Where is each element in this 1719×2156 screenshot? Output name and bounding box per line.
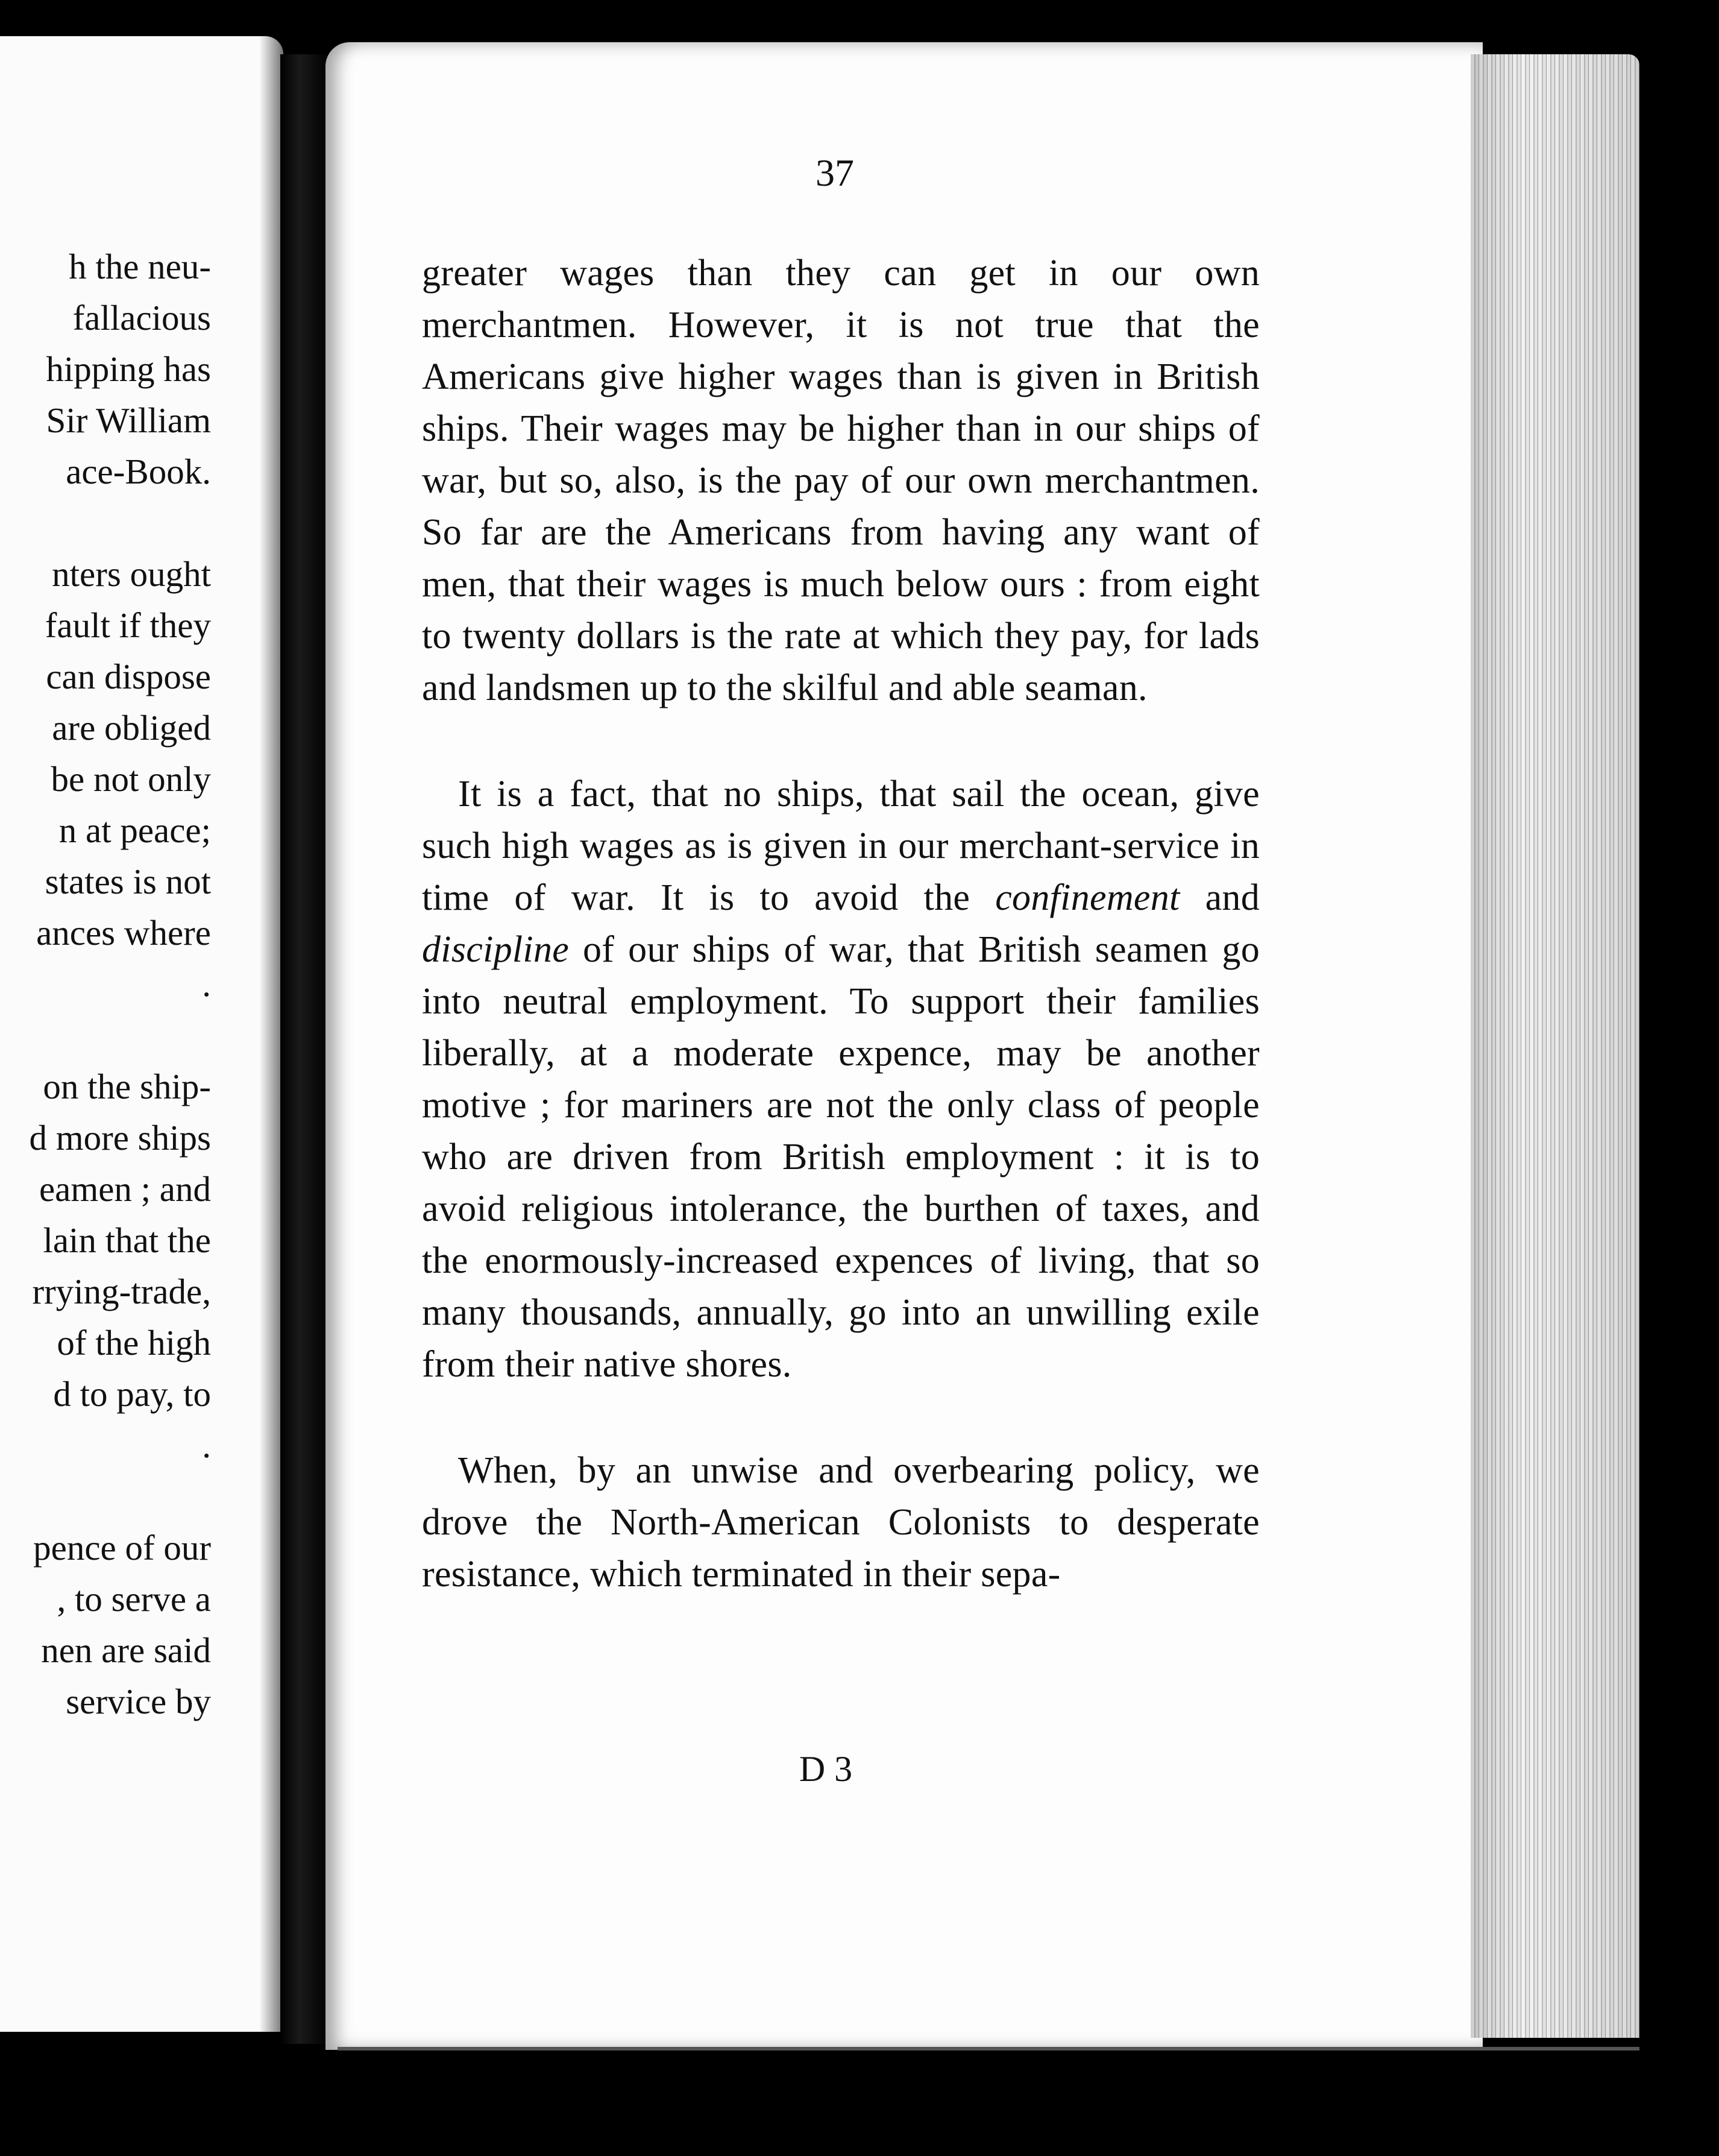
left-page-line: pence of our <box>33 1528 211 1568</box>
left-page-line: lain that the <box>43 1220 211 1260</box>
left-page-line: . <box>202 964 211 1004</box>
left-page-line: ace-Book. <box>66 452 211 491</box>
left-page <box>0 36 283 2032</box>
left-page-blank-line <box>0 1471 211 1522</box>
left-page-line: fault if they <box>45 605 211 645</box>
left-page-blank-line <box>0 497 211 549</box>
left-page-line: n at peace; <box>58 810 211 850</box>
left-page-text <box>0 241 211 1727</box>
signature-mark: D 3 <box>799 1749 853 1789</box>
page-number: 37 <box>816 151 854 194</box>
left-page-line: ances where <box>36 913 211 953</box>
left-page-line: states is not <box>45 862 211 901</box>
paragraph-2-start: It is a fact, that no ships, that sail the ocean, give such high wages as is given in our merchant-service in time of war. It is to avoid the <box>422 774 1260 918</box>
gutter-shadow <box>259 36 283 2032</box>
paragraph-2-end: of our ships of war, that British seamen go into neutral employment. To support their families liberally, at a moderate expence, may be another motive ; for mariners are not the only class of people who are driven from British employment : it is to avoid religious intolerance, the burthen of taxes, and the enormously-increased expences of living, that so many thousands, annually, go into an unwilling exile from their native shores. <box>422 929 1260 1385</box>
left-page-line: Sir William <box>46 400 211 440</box>
book-spine <box>280 54 328 2044</box>
left-page-line: are obliged <box>52 708 211 748</box>
paragraph-1: greater wages than they can get in our own merchantmen. However, it is not true that the Americans give higher wages than is given in British ships. Their wages may be higher than in our ships of war, but so, also, is the pay of our own merchantmen. So far are the Americans from having any want of men, that their wages is much below ours : from eight to twenty dollars is the rate at which they pay, for lads and landsmen up to the skilful and able seaman. <box>422 253 1260 708</box>
paragraph-3: When, by an unwise and overbearing policy, we drove the North-American Colonists to desperate resistance, which terminated in their sepa- <box>422 1450 1260 1595</box>
left-page-line: h the neu- <box>69 247 211 286</box>
left-page-line: rrying-trade, <box>32 1272 211 1311</box>
left-page-blank-line <box>0 1010 211 1061</box>
left-page-line: , to serve a <box>57 1579 211 1619</box>
left-page-line: be not only <box>51 759 211 799</box>
italic-discipline: discipline <box>422 929 570 970</box>
left-page-line: d to pay, to <box>53 1374 211 1414</box>
paragraph-2 <box>422 768 1260 1390</box>
left-page-line: nen are said <box>41 1630 211 1670</box>
paragraph-2-and: and <box>1180 877 1260 918</box>
left-page-line: can dispose <box>46 657 211 696</box>
left-page-line: of the high <box>57 1323 211 1363</box>
page-body <box>422 247 1260 1654</box>
left-page-line: service by <box>66 1682 211 1721</box>
italic-confinement: confinement <box>995 877 1180 918</box>
left-page-line: d more ships <box>29 1118 211 1158</box>
left-page-line: eamen ; and <box>39 1169 211 1209</box>
left-page-line: . <box>202 1425 211 1465</box>
left-page-line: on the ship- <box>43 1067 211 1106</box>
left-page-line: nters ought <box>52 554 211 594</box>
page-bottom-edge <box>338 2047 1639 2050</box>
left-page-line: hipping has <box>46 349 211 389</box>
fore-edge-shade <box>1471 54 1639 2038</box>
left-page-line: fallacious <box>72 298 211 338</box>
